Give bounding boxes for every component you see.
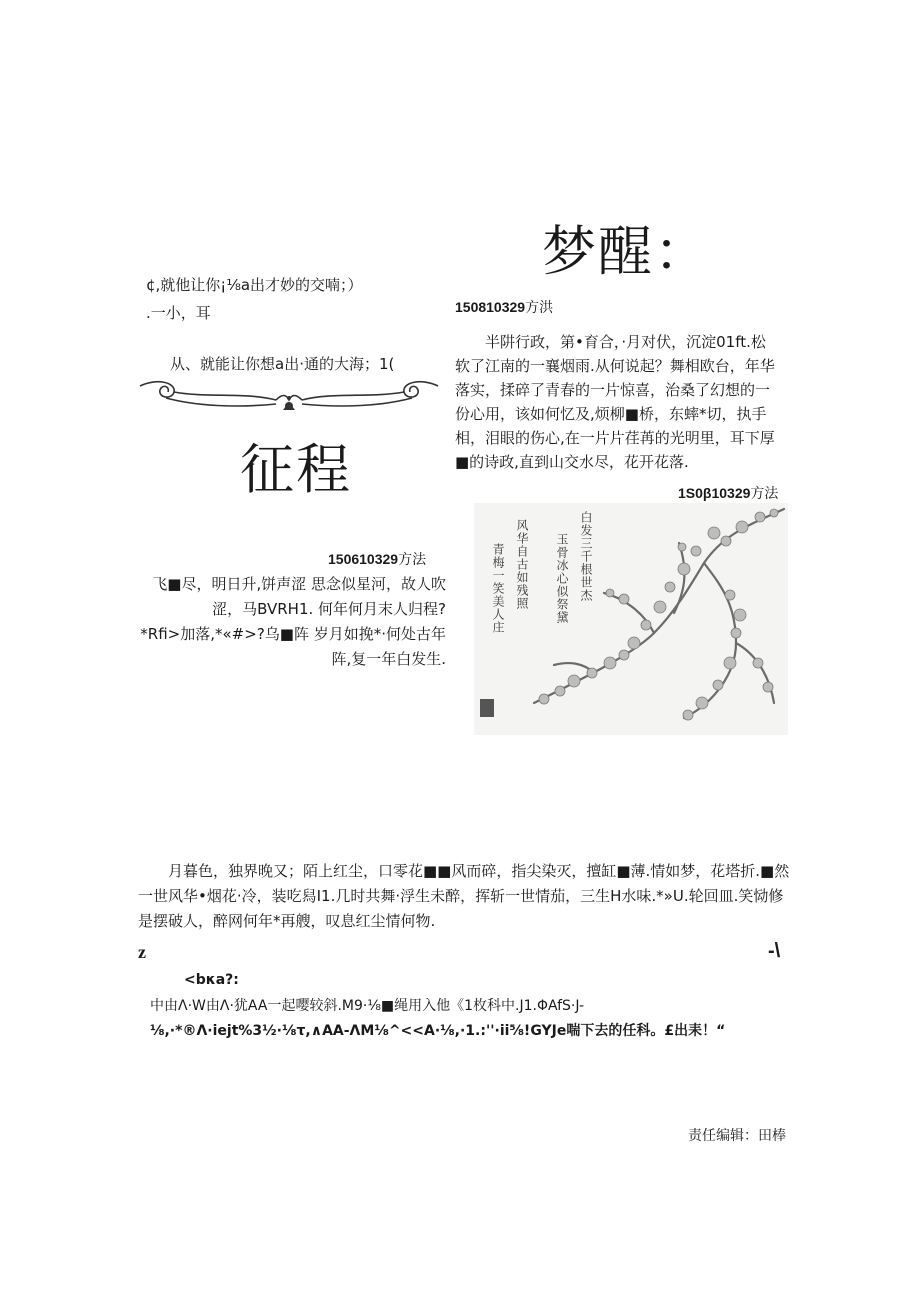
- caption-code-number: 1S0β10329: [678, 485, 751, 501]
- right-author-name: 方洪: [525, 300, 554, 316]
- caption-author-name: 方法: [750, 486, 779, 502]
- right-poem-line: ■的诗政,直到山交水尽，花开花落.: [455, 453, 689, 471]
- right-poem-line: 落实，揉碎了青春的一片惊喜，治桑了幻想的一: [455, 381, 771, 399]
- garbled-line-1: 中由Λ·W由Λ·犹AA一起嘤较斜.M9·⅛■绳用入他《1枚科中.J1.ΦAfS·J-: [150, 998, 585, 1014]
- right-title: 梦醒：: [542, 220, 710, 283]
- left-author-name: 方法: [398, 552, 427, 568]
- editor-name: 田棒: [758, 1128, 786, 1144]
- right-author-code: [455, 297, 553, 317]
- calligraphy-line: 风华自古如残照: [515, 519, 529, 610]
- left-poem: [130, 572, 446, 672]
- painting-caption: [678, 483, 778, 503]
- right-poem-line: 半阱行政，第•育合，·月对伏，沉淀01ft.松: [485, 333, 766, 351]
- marker-right: -\: [768, 940, 781, 962]
- right-code-number: 150810329: [455, 299, 526, 315]
- left-title: 征程: [240, 438, 352, 501]
- left-poem-line: *Rfi>加落,*«#>?乌■阵 岁月如挽*·何处古年: [140, 625, 446, 643]
- left-author-code: [328, 549, 426, 569]
- calligraphy-line: 玉骨冰心似祭黛: [555, 533, 569, 624]
- left-fragment-1: ¢,就他让你¡⅛a出才妙的交喃；）: [146, 276, 363, 294]
- garbled-heading: <bκa?:: [184, 972, 239, 988]
- left-code-number: 150610329: [328, 551, 399, 567]
- right-poem-line: 相，泪眼的伤心,在一片片荏苒的光明里，耳下厚: [455, 429, 775, 447]
- garbled-line-2: ⅛,·*®Λ·iejt%3½·⅛τ,∧AA-ΛM⅛^<<A·⅛,·1.:''·ii⅝!GYJe喘下去的任科。£出耒！“: [150, 1023, 726, 1039]
- right-poem-line: 软了江南的一襄烟雨.从何说起？舞相欧台，年华: [455, 357, 775, 375]
- editor-label: 责任编辑：: [688, 1128, 758, 1144]
- essay-paragraph: 月暮色，独界晚又；陌上红尘，口零花■■风而碎，指尖染灭，擅缸■薄.情如梦，花塔折.■然一世风华•烟花·冷，装吃舄I1.几时共舞·浮生未醉，挥斩一世情茄，三生H水味.*»U.轮回皿.笑恸修是摆破人，醉网何年*再艘，叹息红尘情何物.: [138, 862, 790, 930]
- editor-credit: [688, 1125, 786, 1145]
- ornamental-divider: [136, 376, 442, 416]
- calligraphy-line: 青梅一笑美人庄: [491, 543, 505, 634]
- plum-blossom-painting: [474, 503, 788, 735]
- left-fragment-3: 从、就能让你想a出·通的大海；1(: [170, 355, 395, 373]
- marker-left: z: [138, 942, 146, 962]
- left-poem-line: 飞■尽，明日升,饼声涩 思念似星河，故人吹: [152, 575, 446, 593]
- calligraphy-line: 白发三千根世杰: [579, 511, 593, 602]
- right-poem: [455, 330, 791, 474]
- left-fragment-2: .一小，耳: [146, 304, 211, 322]
- right-poem-line: 份心用，该如何忆及,烦柳■桥，东蟀*切，执手: [455, 405, 767, 423]
- flourish-icon: [136, 376, 442, 416]
- left-poem-line: 阵,复一年白发生.: [331, 650, 446, 668]
- left-poem-line: 涩，马BVRH1. 何年何月末人归程?: [212, 600, 446, 618]
